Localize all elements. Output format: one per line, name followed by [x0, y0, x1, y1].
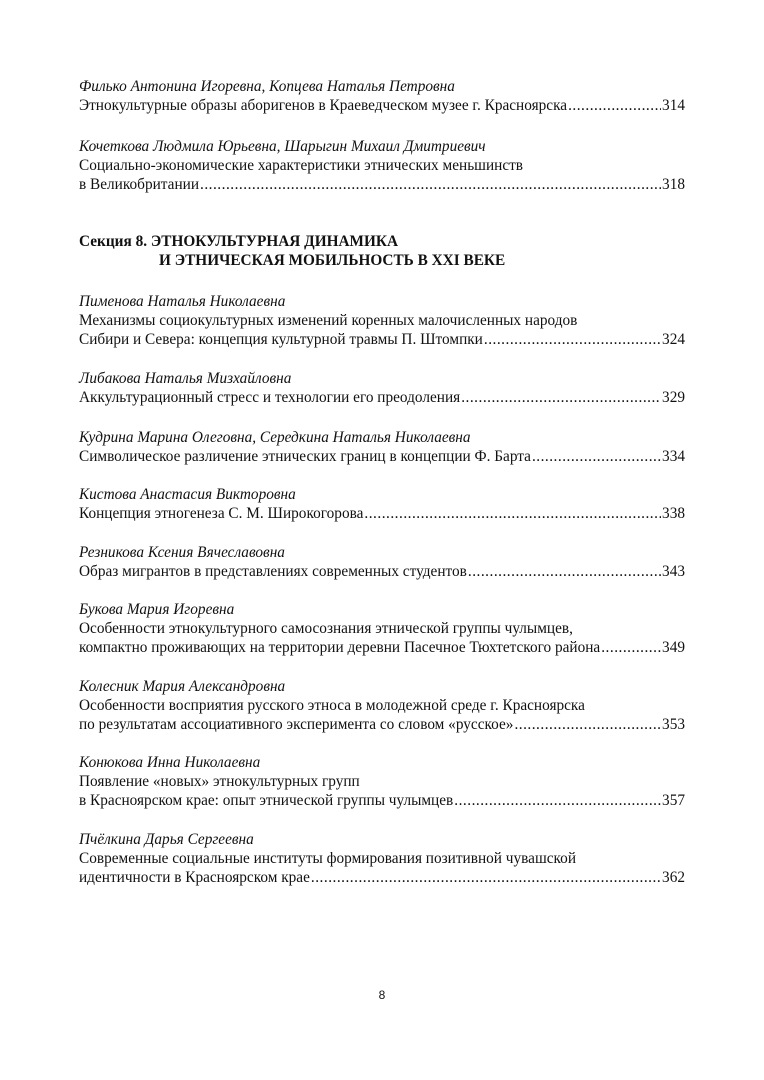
- entry-title-line: Особенности этнокультурного самосознания этнической группы чулымцев,: [79, 620, 573, 637]
- entry-authors: Филько Антонина Игоревна, Копцева Наталья Петровна: [79, 78, 455, 95]
- entry-title: Этнокультурные образы аборигенов в Краеведческом музее г. Красноярска: [79, 97, 568, 114]
- entry-title-last-line: [79, 96, 685, 115]
- entry-title-last-line: [79, 388, 685, 407]
- dot-leader: [484, 330, 661, 349]
- dot-leader: [461, 388, 661, 407]
- dot-leader: [311, 868, 661, 887]
- toc-entry: [79, 77, 685, 115]
- entry-authors: Колесник Мария Александровна: [79, 678, 286, 695]
- entry-title-last-line: [79, 562, 685, 581]
- toc-entry: [79, 543, 685, 581]
- entry-title-last-line: [79, 638, 685, 657]
- entry-title-last-line: [79, 715, 685, 734]
- entry-authors: Кистова Анастасия Викторовна: [79, 486, 296, 503]
- entry-authors: Кудрина Марина Олеговна, Середкина Наталья Николаевна: [79, 429, 471, 446]
- toc-entry: [79, 753, 685, 810]
- entry-authors: Кочеткова Людмила Юрьевна, Шарыгин Михаил Дмитриевич: [79, 138, 486, 155]
- entry-page-number: 338: [662, 505, 685, 522]
- entry-title: Концепция этногенеза С. М. Широкогорова: [79, 505, 364, 522]
- dot-leader: [601, 638, 661, 657]
- dot-leader: [532, 447, 661, 466]
- entry-title-last-line: [79, 791, 685, 810]
- entry-authors: Пчёлкина Дарья Сергеевна: [79, 831, 254, 848]
- page-number: 8: [378, 988, 386, 1002]
- entry-title-line: Появление «новых» этнокультурных групп: [79, 773, 360, 790]
- entry-title-last-line: [79, 447, 685, 466]
- section-heading: [79, 232, 505, 270]
- entry-title-line: Социально-экономические характеристики этнических меньшинств: [79, 157, 524, 174]
- entry-authors: Либакова Наталья Мизхайловна: [79, 370, 292, 387]
- entry-title-last-line: [79, 330, 685, 349]
- toc-entry: [79, 677, 685, 734]
- toc-entry: [79, 428, 685, 466]
- toc-entry: [79, 369, 685, 407]
- entry-authors: Конюкова Инна Николаевна: [79, 754, 261, 771]
- dot-leader: [200, 175, 661, 194]
- entry-title: в Красноярском крае: опыт этнической группы чулымцев: [79, 792, 454, 809]
- entry-authors: Пименова Наталья Николаевна: [79, 293, 286, 310]
- dot-leader: [364, 504, 661, 523]
- entry-title: Сибири и Севера: концепция культурной травмы П. Штомпки: [79, 331, 483, 348]
- toc-entry: [79, 830, 685, 887]
- entry-authors: Букова Мария Игоревна: [79, 601, 235, 618]
- entry-page-number: 349: [662, 639, 685, 656]
- toc-entry: [79, 137, 685, 194]
- section-heading-line-2: И ЭТНИЧЕСКАЯ МОБИЛЬНОСТЬ В XXI ВЕКЕ: [159, 252, 506, 269]
- entry-page-number: 329: [662, 389, 685, 406]
- entry-page-number: 334: [662, 448, 685, 465]
- entry-page-number: 362: [662, 869, 685, 886]
- entry-page-number: 314: [662, 97, 685, 114]
- entry-title-line: Механизмы социокультурных изменений коренных малочисленных народов: [79, 312, 578, 329]
- entry-title: компактно проживающих на территории деревни Пасечное Тюхтетского района: [79, 639, 601, 656]
- entry-title-last-line: [79, 868, 685, 887]
- entry-title: идентичности в Красноярском крае: [79, 869, 310, 886]
- entry-page-number: 343: [662, 563, 685, 580]
- entry-title-line: Современные социальные институты формирования позитивной чувашской: [79, 850, 577, 867]
- toc-entry: [79, 485, 685, 523]
- entry-title-last-line: [79, 504, 685, 523]
- entry-title: в Великобритании: [79, 176, 199, 193]
- entry-title: Аккультурационный стресс и технологии его преодоления: [79, 389, 461, 406]
- entry-page-number: 353: [662, 716, 685, 733]
- entry-page-number: 318: [662, 176, 685, 193]
- entry-authors: Резникова Ксения Вячеславовна: [79, 544, 285, 561]
- toc-entry: [79, 292, 685, 349]
- entry-title-line: Особенности восприятия русского этноса в молодежной среде г. Красноярска: [79, 697, 585, 714]
- toc-entry: [79, 600, 685, 657]
- dot-leader: [454, 791, 661, 810]
- dot-leader: [568, 96, 661, 115]
- entry-title-last-line: [79, 175, 685, 194]
- entry-title: по результатам ассоциативного эксперимента со словом «русское»: [79, 716, 514, 733]
- entry-page-number: 357: [662, 792, 685, 809]
- section-heading-line-1: Секция 8. ЭТНОКУЛЬТУРНАЯ ДИНАМИКА: [79, 233, 399, 250]
- dot-leader: [468, 562, 661, 581]
- dot-leader: [514, 715, 661, 734]
- entry-title: Символическое различение этнических границ в концепции Ф. Барта: [79, 448, 531, 465]
- entry-title: Образ мигрантов в представлениях современных студентов: [79, 563, 467, 580]
- entry-page-number: 324: [662, 331, 685, 348]
